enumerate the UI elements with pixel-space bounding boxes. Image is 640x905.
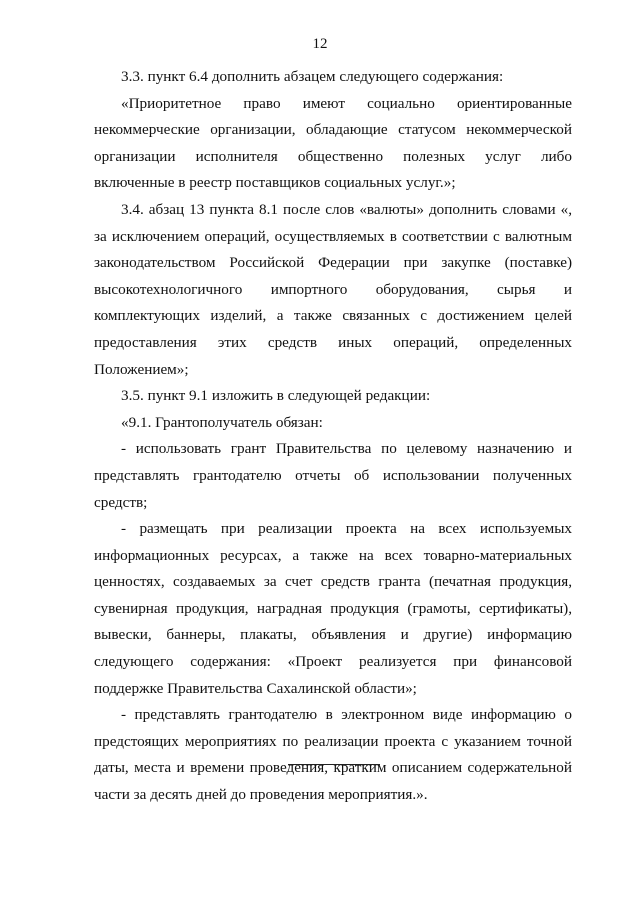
document-body (94, 64, 572, 809)
paragraph-3-3: 3.3. пункт 6.4 дополнить абзацем следующего содержания: (121, 68, 504, 85)
list-item-use-grant: - использовать грант Правительства по целевому назначению и представлять грантодателю отчеты об использовании полученных средств; (94, 440, 572, 511)
paragraph-priority-right-quote: «Приоритетное право имеют социально ориентированные некоммерческие организации, обладающие статусом некоммерческой организации исполнителя общественно полезных услуг либо включенные в реестр поставщиков социальных услуг.»; (94, 94, 572, 192)
list-item-place-information: - размещать при реализации проекта на всех используемых информационных ресурсах, а также на всех товарно-материальных ценностях, создаваемых за счет средств гранта (печатная продукция, сувенирная продукция, наградная продукция (грамоты, сертификаты), вывески, баннеры, плакаты, объявления и другие) информацию следующего содержания: «Проект реализуется при финансовой поддержке Правительства Сахалинской области»; (94, 520, 572, 697)
end-of-text-divider (288, 764, 380, 765)
paragraph-9-1-heading: «9.1. Грантополучатель обязан: (121, 413, 323, 431)
list-item-provide-event-info: - представлять грантодателю в электронном виде информацию о предстоящих мероприятиях по реализации проекта с указанием точной даты, места и времени проведения, кратким описанием содержательной части за десять дней до проведения мероприятия.». (94, 706, 572, 804)
paragraph-3-4: 3.4. абзац 13 пункта 8.1 после слов «валюты» дополнить словами «, за исключением операций, осуществляемых в соответствии с валютным законодательством Российской Федерации при закупке (поставке) высокотехнологичного импортного оборудования, сырья и комплектующих изделий, а также связанных с достижением целей предоставления этих средств иных операций, определенных Положением»; (94, 200, 572, 378)
page-number: 12 (312, 36, 328, 52)
paragraph-3-5: 3.5. пункт 9.1 изложить в следующей редакции: (121, 387, 431, 405)
